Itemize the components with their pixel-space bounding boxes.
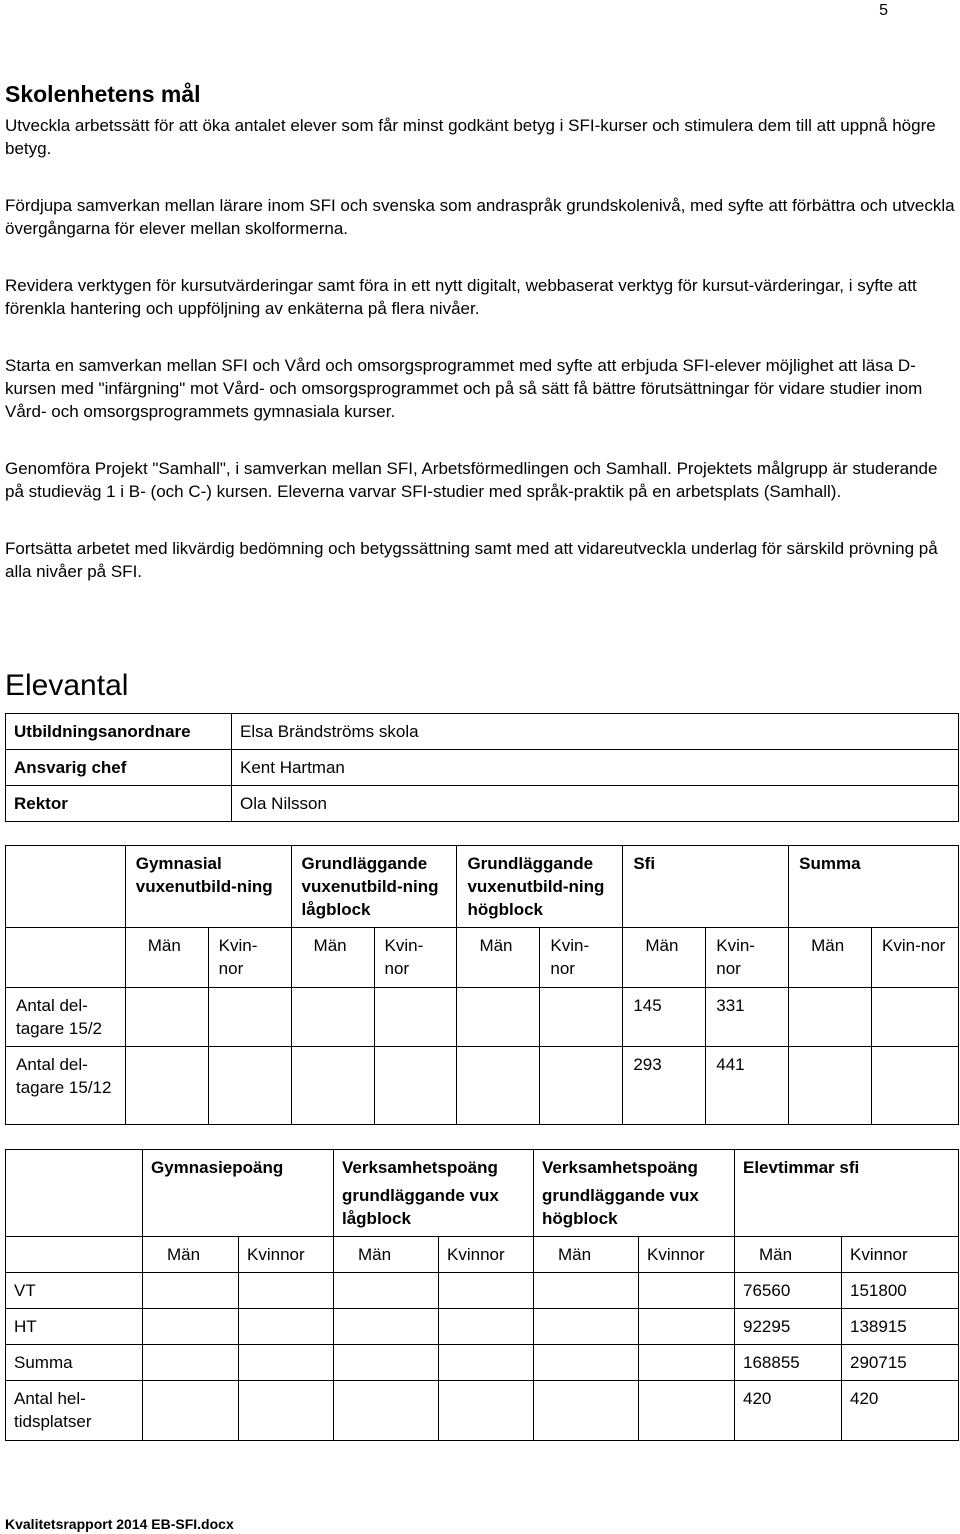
data-cell: [143, 1309, 239, 1345]
data-cell: [639, 1309, 735, 1345]
goal-paragraph: Fördjupa samverkan mellan lärare inom SFI och svenska som andraspråk grundskolenivå, med syfte att förbättra och utveckla övergångarna för elever mellan skolformerna.: [5, 196, 955, 238]
data-cell: [143, 1273, 239, 1309]
school-info-table: [5, 713, 959, 822]
data-cell: 420: [842, 1381, 959, 1441]
goal-paragraph: Revidera verktygen för kursutvärderingar samt föra in ett nytt digitalt, webbaserat verktyg för kursut-värderingar, i syfte att förenkla hantering och uppföljning av enkäterna på flera nivåer.: [5, 276, 917, 318]
men-header: Män: [623, 928, 706, 988]
data-cell: [239, 1273, 334, 1309]
row-label: Antal del-tagare 15/2: [6, 988, 126, 1047]
data-cell: [291, 1047, 374, 1125]
data-cell: 331: [706, 988, 789, 1047]
row-label: HT: [6, 1309, 143, 1345]
column-group-header: [143, 1150, 334, 1237]
data-cell: 76560: [735, 1273, 842, 1309]
data-cell: [534, 1381, 639, 1441]
data-cell: 420: [735, 1381, 842, 1441]
data-cell: [439, 1381, 534, 1441]
table-subheader-row: [6, 1237, 959, 1273]
data-cell: [439, 1309, 534, 1345]
data-cell: [789, 988, 872, 1047]
women-header: Kvinnor: [842, 1237, 959, 1273]
women-header: Kvinnor: [439, 1237, 534, 1273]
men-header: Män: [291, 928, 374, 988]
page-number: 5: [879, 2, 888, 19]
data-cell: [239, 1381, 334, 1441]
men-header: Män: [125, 928, 208, 988]
info-value: Ola Nilsson: [232, 786, 959, 822]
column-group-header: [334, 1150, 534, 1237]
men-header: Män: [735, 1237, 842, 1273]
table-row: [6, 1273, 959, 1309]
column-group-header: Summa: [789, 846, 959, 928]
women-header: Kvin-nor: [540, 928, 623, 988]
data-cell: [457, 988, 540, 1047]
data-cell: [143, 1345, 239, 1381]
data-cell: 145: [623, 988, 706, 1047]
data-cell: 168855: [735, 1345, 842, 1381]
corner-cell: [6, 846, 126, 928]
women-header: Kvinnor: [639, 1237, 735, 1273]
data-cell: 441: [706, 1047, 789, 1125]
data-cell: [639, 1273, 735, 1309]
men-header: Män: [457, 928, 540, 988]
data-cell: [125, 988, 208, 1047]
goal-paragraph: Utveckla arbetssätt för att öka antalet elever som får minst godkänt betyg i SFI-kurser och stimulera dem till att uppnå högre betyg.: [5, 116, 936, 158]
column-group-header: Grundläggande vuxenutbild-ning högblock: [457, 846, 623, 928]
men-header: Män: [789, 928, 872, 988]
section-title-students: Elevantal: [5, 669, 129, 702]
info-label: Rektor: [6, 786, 232, 822]
column-group-header: Sfi: [623, 846, 789, 928]
women-header: Kvin-nor: [872, 928, 959, 988]
goal-paragraph: Fortsätta arbetet med likvärdig bedömning och betygssättning samt med att vidareutveckla underlag för särskild prövning på alla nivåer på SFI.: [5, 539, 938, 581]
table-row: [6, 1381, 959, 1441]
men-header: Män: [143, 1237, 239, 1273]
table-row: [6, 786, 959, 822]
column-group-subtitle: grundläggande vux högblock: [542, 1186, 699, 1228]
table-subheader-row: [6, 928, 959, 988]
data-cell: [534, 1309, 639, 1345]
data-cell: [534, 1345, 639, 1381]
data-cell: [239, 1309, 334, 1345]
data-cell: [374, 1047, 457, 1125]
data-cell: [208, 988, 291, 1047]
participants-table: [5, 845, 959, 1125]
table-row: [6, 1345, 959, 1381]
column-group-header: Grundläggande vuxenutbild-ning lågblock: [291, 846, 457, 928]
points-hours-table: [5, 1149, 959, 1441]
data-cell: [639, 1381, 735, 1441]
women-header: Kvin-nor: [706, 928, 789, 988]
column-group-title: Verksamhetspoäng: [342, 1158, 498, 1177]
data-cell: 92295: [735, 1309, 842, 1345]
empty-cell: [6, 928, 126, 988]
row-label: Antal hel-tidsplatser: [6, 1381, 143, 1441]
data-cell: 293: [623, 1047, 706, 1125]
goal-paragraph: Starta en samverkan mellan SFI och Vård och omsorgsprogrammet med syfte att erbjuda SFI-elever möjlighet att läsa D-kursen med "infärgning" mot Vård- och omsorgsprogrammet och på så sätt få bättre förutsättningar för vidare studier inom Vård- och omsorgsprogrammets gymnasiala kurser.: [5, 356, 923, 421]
section-title-goals: Skolenhetens mål: [5, 81, 201, 107]
column-group-header: Gymnasial vuxenutbild-ning: [125, 846, 291, 928]
column-group-title: Elevtimmar sfi: [743, 1158, 860, 1177]
table-row: [6, 750, 959, 786]
data-cell: [334, 1309, 439, 1345]
row-label: VT: [6, 1273, 143, 1309]
data-cell: 290715: [842, 1345, 959, 1381]
table-header-row: [6, 1150, 959, 1237]
goal-paragraph: Genomföra Projekt "Samhall", i samverkan mellan SFI, Arbetsförmedlingen och Samhall. Projektets målgrupp är studerande på studieväg 1 i B- (och C-) kursen. Eleverna varvar SFI-studier med språk-praktik på en arbetsplats (Samhall).: [5, 459, 938, 501]
footer-filename: Kvalitetsrapport 2014 EB-SFI.docx: [5, 1516, 234, 1532]
data-cell: [457, 1047, 540, 1125]
row-label: Summa: [6, 1345, 143, 1381]
men-header: Män: [534, 1237, 639, 1273]
table-row: [6, 1047, 959, 1125]
men-header: Män: [334, 1237, 439, 1273]
women-header: Kvin-nor: [374, 928, 457, 988]
data-cell: [439, 1273, 534, 1309]
info-value: Elsa Brändströms skola: [232, 714, 959, 750]
data-cell: [239, 1345, 334, 1381]
column-group-title: Gymnasiepoäng: [151, 1158, 284, 1177]
women-header: Kvin-nor: [208, 928, 291, 988]
data-cell: [334, 1345, 439, 1381]
data-cell: [872, 988, 959, 1047]
info-label: Ansvarig chef: [6, 750, 232, 786]
data-cell: [872, 1047, 959, 1125]
data-cell: 151800: [842, 1273, 959, 1309]
table-row: [6, 714, 959, 750]
info-label: Utbildningsanordnare: [6, 714, 232, 750]
info-value: Kent Hartman: [232, 750, 959, 786]
data-cell: [374, 988, 457, 1047]
column-group-title: Verksamhetspoäng: [542, 1158, 698, 1177]
data-cell: [208, 1047, 291, 1125]
data-cell: [334, 1273, 439, 1309]
data-cell: 138915: [842, 1309, 959, 1345]
column-group-header: [534, 1150, 735, 1237]
data-cell: [639, 1345, 735, 1381]
data-cell: [125, 1047, 208, 1125]
column-group-header: [735, 1150, 959, 1237]
column-group-subtitle: grundläggande vux lågblock: [342, 1186, 499, 1228]
women-header: Kvinnor: [239, 1237, 334, 1273]
data-cell: [143, 1381, 239, 1441]
goals-section: [5, 80, 955, 583]
data-cell: [789, 1047, 872, 1125]
data-cell: [540, 1047, 623, 1125]
table-row: [6, 988, 959, 1047]
data-cell: [534, 1273, 639, 1309]
data-cell: [439, 1345, 534, 1381]
corner-cell: [6, 1150, 143, 1237]
row-label: Antal del-tagare 15/12: [6, 1047, 126, 1125]
data-cell: [291, 988, 374, 1047]
data-cell: [334, 1381, 439, 1441]
empty-cell: [6, 1237, 143, 1273]
data-cell: [540, 988, 623, 1047]
table-header-row: [6, 846, 959, 928]
table-row: [6, 1309, 959, 1345]
